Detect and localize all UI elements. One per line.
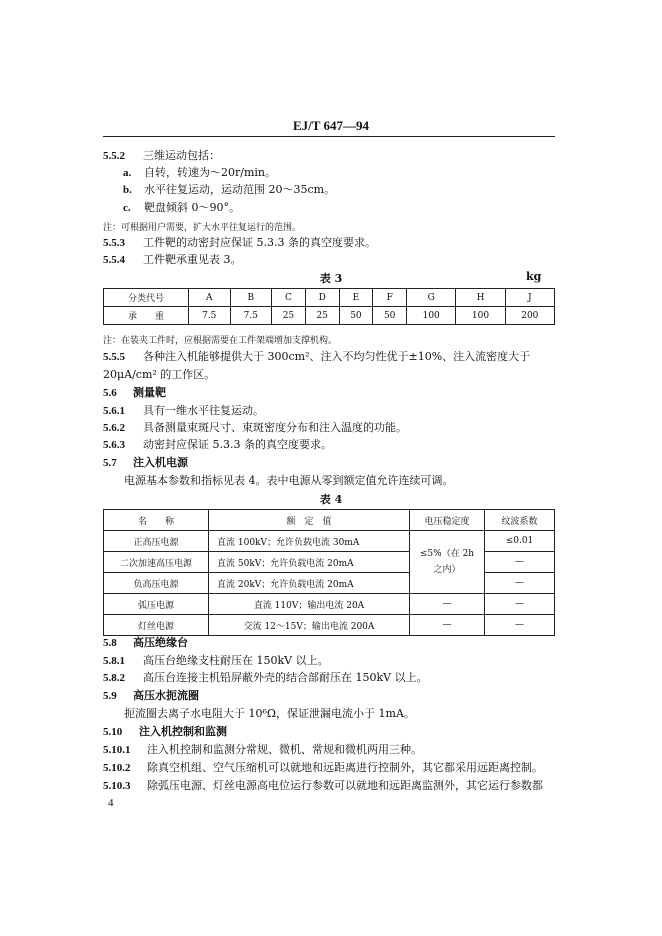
section-number: 5.9	[103, 690, 117, 702]
table3-value-cell: 100	[407, 307, 456, 325]
clause-text: 高压台连接主机铅屏蔽外壳的结合部耐压在 150kV 以上。	[143, 671, 428, 684]
table4-ripple-cell: —	[485, 552, 555, 573]
clause-5-5-2	[103, 149, 220, 163]
clause-5-10-1	[103, 743, 422, 757]
list-item-a	[123, 166, 276, 180]
clause-text: 工件靶的动密封应保证 5.3.3 条的真空度要求。	[143, 236, 376, 249]
table3-header-cell: G	[407, 289, 456, 307]
table4-ripple-cell: ≤0.01	[485, 531, 555, 552]
clause-text: 各种注入机能够提供大于 300cm²、注入不均匀性优于±10%、注入流密度大于	[143, 350, 531, 363]
table3-header-cell: E	[339, 289, 373, 307]
table-row	[104, 531, 555, 552]
clause-5-5-5	[103, 350, 530, 364]
table4-rating-cell: 直流 110V；输出电流 20A	[209, 594, 410, 615]
table4-name-cell: 弧压电源	[104, 594, 209, 615]
clause-5-6-3	[103, 438, 332, 452]
table-row	[104, 552, 555, 573]
clause-number: 5.5.5	[103, 351, 125, 363]
clause-text: 高压台绝缘支柱耐压在 150kV 以上。	[143, 654, 329, 667]
clause-number: 5.5.3	[103, 237, 125, 249]
table3-value-cell: 25	[305, 307, 339, 325]
list-label: b.	[123, 184, 132, 196]
table3-header-cell: B	[230, 289, 272, 307]
table-row	[104, 573, 555, 594]
table4-rating-cell: 直流 20kV；允许负载电流 20mA	[209, 573, 410, 594]
table-3	[103, 288, 555, 325]
section-5-7-body: 电源基本参数和指标见表 4。表中电源从零到额定值允许连续可调。	[124, 474, 454, 487]
table4-ripple-cell: —	[485, 573, 555, 594]
clause-number: 5.10.3	[103, 780, 131, 792]
table3-value-cell: 50	[373, 307, 407, 325]
clause-number: 5.6.1	[103, 405, 125, 417]
clause-text: 工件靶承重见表 3。	[143, 253, 242, 266]
table-row	[104, 615, 555, 636]
section-title: 高压绝缘台	[133, 636, 188, 649]
list-label: c.	[123, 202, 131, 214]
table3-value-row	[104, 307, 555, 325]
list-item-c	[123, 201, 240, 215]
clause-5-6-2	[103, 421, 407, 435]
table4-name-cell: 正高压电源	[104, 531, 209, 552]
table4-header-cell: 名 称	[104, 510, 209, 531]
clause-number: 5.8.2	[103, 672, 125, 684]
section-title: 测量靶	[133, 386, 166, 399]
table4-header-cell: 额 定 值	[209, 510, 410, 531]
table3-value-cell: 7.5	[230, 307, 272, 325]
clause-5-10-3	[103, 779, 543, 793]
table4-stability-cell: ≤5%（在 2h 之内）	[410, 531, 485, 594]
table3-header-cell: C	[272, 289, 306, 307]
list-text: 自转，转速为～20r/min。	[144, 166, 276, 179]
table4-stability-cell: —	[410, 615, 485, 636]
section-5-6	[103, 386, 166, 400]
table4-header-row	[104, 510, 555, 531]
table3-header-cell: F	[373, 289, 407, 307]
clause-5-5-4	[103, 253, 242, 267]
list-text: 水平往复运动，运动范围 20～35cm。	[144, 183, 336, 196]
table3-value-cell: 100	[456, 307, 505, 325]
section-title: 注入机控制和监测	[139, 725, 227, 738]
table3-row-label: 承 重	[104, 307, 189, 325]
section-5-9-body: 扼流圈去离子水电阻大于 10⁶Ω，保证泄漏电流小于 1mA。	[124, 707, 415, 720]
clause-text: 具有一维水平往复运动。	[143, 404, 264, 417]
clause-number: 5.10.1	[103, 744, 131, 756]
section-5-10	[103, 725, 227, 739]
table3-caption: 表 3	[319, 272, 343, 285]
table4-ripple-cell: —	[485, 594, 555, 615]
table-row	[104, 594, 555, 615]
list-text: 靶盘倾斜 0～90°。	[144, 201, 240, 214]
table4-stability-cell: —	[410, 594, 485, 615]
table3-value-cell: 25	[272, 307, 306, 325]
table3-unit: kg	[526, 270, 542, 283]
table3-value-cell: 200	[505, 307, 554, 325]
table4-header-cell: 纹波系数	[485, 510, 555, 531]
section-title: 高压水扼流圈	[133, 689, 199, 702]
table3-header-cell: H	[456, 289, 505, 307]
clause-number: 5.5.4	[103, 254, 125, 266]
clause-text: 三维运动包括：	[143, 149, 220, 162]
note-1: 注：可根据用户需要，扩大水平往复运行的范围。	[103, 223, 302, 233]
page-number: 4	[108, 797, 114, 809]
table4-name-cell: 二次加速高压电源	[104, 552, 209, 573]
table3-header-cell: J	[505, 289, 554, 307]
table4-name-cell: 灯丝电源	[104, 615, 209, 636]
table3-header-label: 分类代号	[104, 289, 189, 307]
section-5-8	[103, 636, 188, 650]
table3-header-cell: A	[189, 289, 231, 307]
list-label: a.	[123, 167, 132, 179]
section-5-9	[103, 689, 199, 703]
clause-text: 除弧压电源、灯丝电源高电位运行参数可以就地和远距离监测外，其它运行参数都	[147, 779, 543, 792]
table3-header-cell: D	[305, 289, 339, 307]
section-number: 5.10	[103, 726, 123, 738]
list-item-b	[123, 183, 335, 197]
clause-number: 5.6.2	[103, 422, 125, 434]
clause-text: 除真空机组、空气压缩机可以就地和远距离进行控制外，其它都采用远距离控制。	[147, 761, 543, 774]
table4-rating-cell: 直流 50kV；允许负载电流 20mA	[209, 552, 410, 573]
table4-name-cell: 负高压电源	[104, 573, 209, 594]
note-2: 注：在装夹工件时，应根据需要在工件架端增加支撑机构。	[103, 336, 338, 346]
clause-text: 动密封应保证 5.3.3 条的真空度要求。	[143, 438, 332, 451]
header-rule	[103, 136, 555, 137]
clause-5-10-2	[103, 761, 543, 775]
section-number: 5.7	[103, 457, 117, 469]
clause-number: 5.10.2	[103, 762, 131, 774]
clause-number: 5.8.1	[103, 655, 125, 667]
table4-rating-cell: 交流 12～15V；输出电流 200A	[209, 615, 410, 636]
clause-number: 5.6.3	[103, 439, 125, 451]
clause-5-5-3	[103, 236, 376, 250]
table4-ripple-cell: —	[485, 615, 555, 636]
clause-text: 具备测量束斑尺寸、束斑密度分布和注入温度的功能。	[143, 421, 407, 434]
table4-caption: 表 4	[319, 493, 343, 506]
table3-header-row	[104, 289, 555, 307]
standard-code: EJ/T 647—94	[293, 118, 369, 133]
table3-value-cell: 7.5	[189, 307, 231, 325]
table-4	[103, 509, 555, 636]
section-5-7	[103, 456, 188, 470]
section-number: 5.6	[103, 387, 117, 399]
table4-rating-cell: 直流 100kV；允许负载电流 30mA	[209, 531, 410, 552]
clause-5-5-5-continued: 20μA/cm² 的工作区。	[103, 368, 216, 381]
clause-text: 注入机控制和监测分常规、微机、常规和微机两用三种。	[147, 743, 422, 756]
table3-value-cell: 50	[339, 307, 373, 325]
section-title: 注入机电源	[133, 456, 188, 469]
table4-header-cell: 电压稳定度	[410, 510, 485, 531]
section-number: 5.8	[103, 637, 117, 649]
clause-5-8-2	[103, 671, 428, 685]
clause-5-6-1	[103, 404, 264, 418]
clause-5-8-1	[103, 654, 329, 668]
clause-number: 5.5.2	[103, 150, 125, 162]
